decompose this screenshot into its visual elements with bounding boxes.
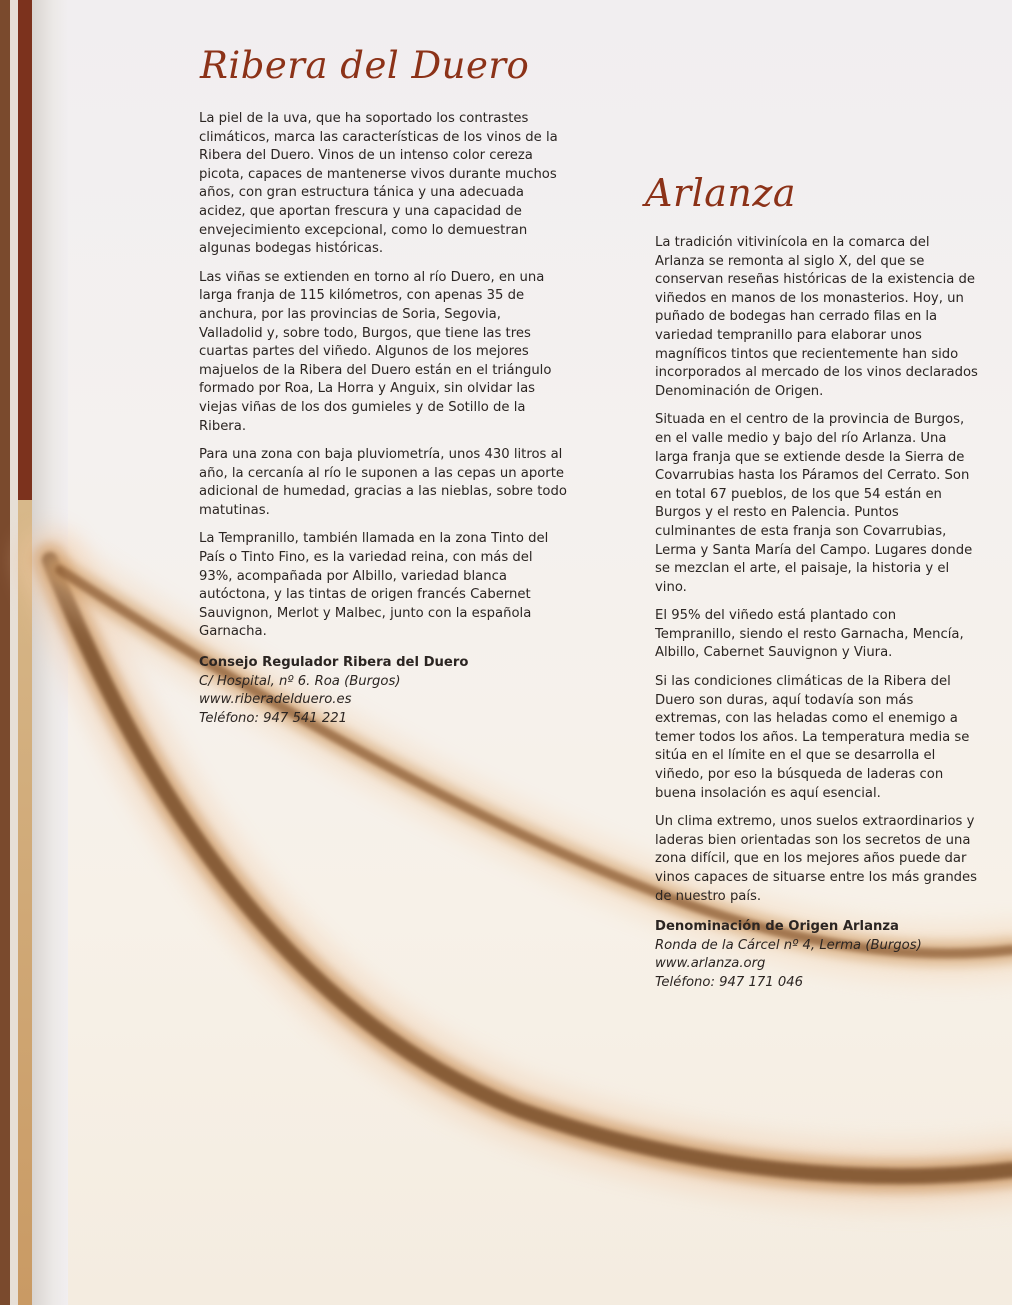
arlanza-title: Arlanza [645,171,797,215]
ribera-contact-web: www.riberadelduero.es [199,692,352,708]
arlanza-contact-web: www.arlanza.org [655,956,766,972]
arlanza-column [655,234,980,993]
arlanza-contact-org: Denominación de Origen Arlanza [655,919,899,935]
arlanza-contact-phone: Teléfono: 947 171 046 [655,974,803,990]
ribera-contact-address: C/ Hospital, nº 6. Roa (Burgos) [199,673,401,689]
arlanza-paragraph: Si las condiciones climáticas de la Ribera del Duero son duras, aquí todavía son más extremas, con las heladas como el enemigo a temer todos los años. La temperatura media se sitúa en el límite en el que se desarrolla el viñedo, por eso la búsqueda de laderas con buena insolación es aquí esencial. [655,674,970,801]
ribera-paragraph: La Tempranillo, también llamada en la zona Tinto del País o Tinto Fino, es la variedad reina, con más del 93%, acompañada por Albillo, variedad blanca autóctona, y las tintas de origen francés Cabernet Sauvignon, Merlot y Malbec, junto con la española Garnacha. [199,531,549,640]
arlanza-paragraph: El 95% del viñedo está plantado con Tempranillo, siendo el resto Garnacha, Mencía, Albillo, Cabernet Sauvignon y Viura. [655,608,964,661]
ribera-contact-org: Consejo Regulador Ribera del Duero [199,655,469,671]
ribera-contact-phone: Teléfono: 947 541 221 [199,710,347,726]
ribera-title: Ribera del Duero [200,44,530,87]
ribera-paragraph: Las viñas se extienden en torno al río Duero, en una larga franja de 115 kilómetros, con apenas 35 de anchura, por las provincias de Soria, Segovia, Valladolid y, sobre todo, Burgos, que tiene las tres cuartas partes del viñedo. Algunos de los mejores majuelos de la Ribera del Duero están en el triángulo formado por Roa, La Horra y Anguix, sin olvidar las viejas viñas de los dos gumieles y de Sotillo de la Ribera. [199,269,552,434]
ribera-contact-block [199,654,567,728]
arlanza-contact-address: Ronda de la Cárcel nº 4, Lerma (Burgos) [655,937,922,953]
arlanza-paragraph: Situada en el centro de la provincia de Burgos, en el valle medio y bajo del río Arlanza. Una larga franja que se extiende desde la Sierra de Covarrubias hasta los Páramos del Cerrato. Son en total 67 pueblos, de los que 54 están en Burgos y el resto en Palencia. Puntos culminantes de esta franja son Covarrubias, Lerma y Santa María del Campo. Lugares donde se mezclan el arte, el paisaje, la historia y el vino. [655,412,973,595]
ribera-paragraph: Para una zona con baja pluviometría, unos 430 litros al año, la cercanía al río le suponen a las cepas un aporte adicional de humedad, gracias a las nieblas, sobre todo matutinas. [199,447,567,518]
arlanza-paragraph: Un clima extremo, unos suelos extraordinarios y laderas bien orientadas son los secretos de una zona difícil, que en los mejores años puede dar vinos capaces de situarse entre los más grandes de nuestro país. [655,814,978,904]
ribera-column [199,110,567,728]
arlanza-contact-block [655,918,980,992]
arlanza-paragraph: La tradición vitivinícola en la comarca del Arlanza se remonta al siglo X, del que se conservan reseñas históricas de la existencia de viñedos en manos de los monasterios. Hoy, un puñado de bodegas han cerrado filas en la variedad tempranillo para elaborar unos magníficos tintos que recientemente han sido incorporados al mercado de los vinos declarados Denominación de Origen. [655,235,978,399]
ribera-paragraph: La piel de la uva, que ha soportado los contrastes climáticos, marca las características de los vinos de la Ribera del Duero. Vinos de un intenso color cereza picota, capaces de mantenerse vivos durante muchos años, con gran estructura tánica y una adecuada acidez, que aportan frescura y una capacidad de envejecimiento excepcional, como lo demuestran algunas bodegas históricas. [199,111,558,257]
